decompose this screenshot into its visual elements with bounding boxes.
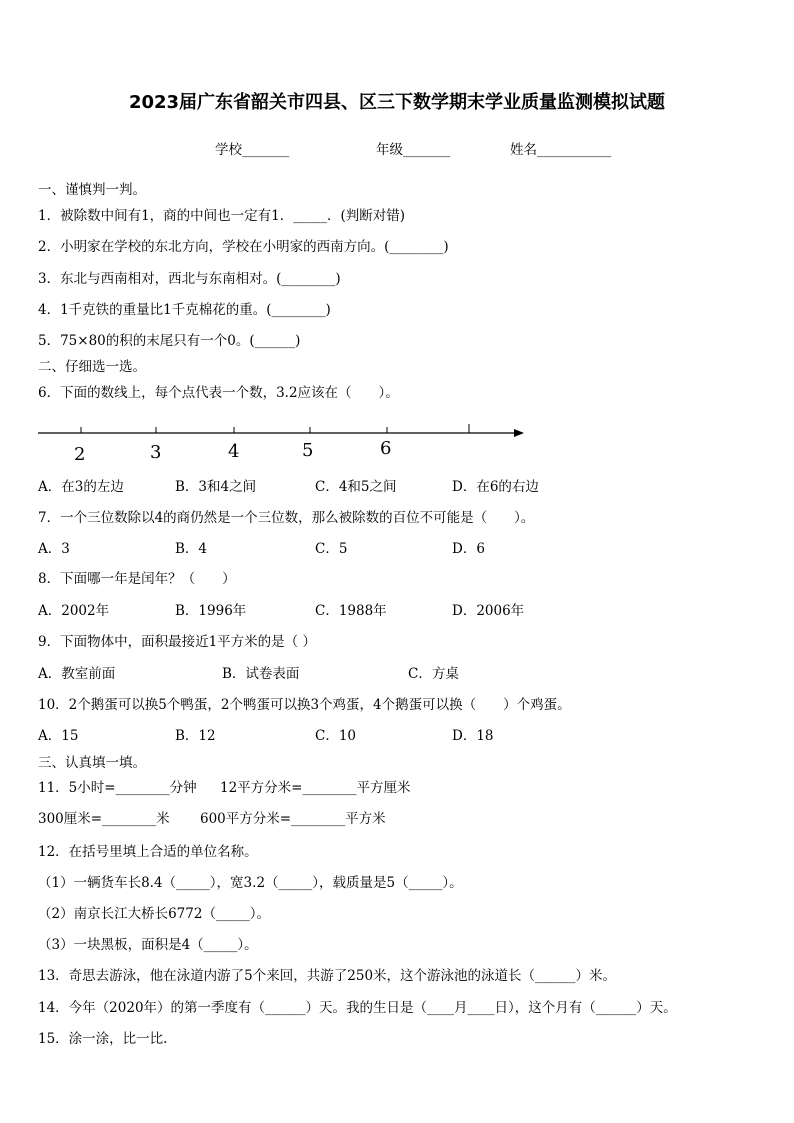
section-1-heading: 一、谨慎判一判。 bbox=[38, 182, 146, 198]
q8-option-d[interactable]: D．2006年 bbox=[452, 603, 525, 619]
number-line-arrow bbox=[514, 429, 524, 437]
question-12-1: （1）一辆货车长8.4（_____），宽3.2（_____），载质量是5（_____）。 bbox=[38, 875, 463, 891]
label-3: 3 bbox=[150, 442, 162, 463]
q7-option-c[interactable]: C．5 bbox=[315, 541, 348, 557]
q6-option-a[interactable]: A．在3的左边 bbox=[38, 479, 124, 495]
question-1: 1．被除数中间有1，商的中间也一定有1．_____．(判断对错) bbox=[38, 208, 406, 224]
q6-option-d[interactable]: D．在6的右边 bbox=[452, 479, 539, 495]
question-9: 9．下面物体中，面积最接近1平方米的是（ ） bbox=[38, 634, 316, 650]
q10-option-a[interactable]: A．15 bbox=[38, 728, 79, 744]
name-field[interactable]: 姓名___________ bbox=[510, 142, 612, 158]
q10-option-d[interactable]: D．18 bbox=[452, 728, 494, 744]
q8-option-b[interactable]: B．1996年 bbox=[175, 603, 247, 619]
question-14: 14．今年（2020年）的第一季度有（______）天。我的生日是（____月____日），这个月有（______）天。 bbox=[38, 1000, 677, 1016]
q8-option-a[interactable]: A．2002年 bbox=[38, 603, 110, 619]
question-12: 12．在括号里填上合适的单位名称。 bbox=[38, 844, 258, 860]
question-3: 3．东北与西南相对，西北与东南相对。(________) bbox=[38, 271, 341, 287]
question-5: 5．75×80的积的末尾只有一个0。(______) bbox=[38, 333, 301, 349]
q10-option-b[interactable]: B．12 bbox=[175, 728, 216, 744]
page-title: 2023届广东省韶关市四县、区三下数学期末学业质量监测模拟试题 bbox=[128, 92, 666, 113]
label-2: 2 bbox=[74, 444, 86, 465]
question-11-b: 12平方分米=________平方厘米 bbox=[220, 780, 411, 796]
question-2: 2．小明家在学校的东北方向，学校在小明家的西南方向。(________) bbox=[38, 239, 449, 255]
question-7: 7．一个三位数除以4的商仍然是一个三位数，那么被除数的百位不可能是（ ）。 bbox=[38, 510, 535, 526]
question-15: 15．涂一涂，比一比. bbox=[38, 1031, 168, 1047]
question-10: 10．2个鹅蛋可以换5个鸭蛋，2个鸭蛋可以换3个鸡蛋，4个鹅蛋可以换（ ）个鸡蛋。 bbox=[38, 697, 571, 713]
label-6: 6 bbox=[380, 438, 392, 459]
number-line bbox=[38, 418, 528, 468]
question-11-d: 600平方分米=________平方米 bbox=[200, 811, 386, 827]
school-field[interactable]: 学校_______ bbox=[215, 142, 290, 158]
q7-option-d[interactable]: D．6 bbox=[452, 541, 485, 557]
question-8: 8．下面哪一年是闰年？（ ） bbox=[38, 571, 236, 587]
label-4: 4 bbox=[228, 441, 240, 462]
question-11-c: 300厘米=________米 bbox=[38, 811, 170, 827]
q9-option-b[interactable]: B．试卷表面 bbox=[222, 666, 300, 682]
q6-option-c[interactable]: C．4和5之间 bbox=[315, 479, 397, 495]
q6-option-b[interactable]: B．3和4之间 bbox=[175, 479, 257, 495]
question-12-3: （3）一块黑板，面积是4（_____）。 bbox=[38, 937, 258, 953]
q9-option-a[interactable]: A．教室前面 bbox=[38, 666, 116, 682]
grade-field[interactable]: 年级_______ bbox=[376, 142, 451, 158]
q7-option-b[interactable]: B．4 bbox=[175, 541, 208, 557]
q8-option-c[interactable]: C．1988年 bbox=[315, 603, 387, 619]
section-2-heading: 二、仔细选一选。 bbox=[38, 359, 146, 375]
question-4: 4．1千克铁的重量比1千克棉花的重。(________) bbox=[38, 302, 331, 318]
question-12-2: （2）南京长江大桥长6772（_____）。 bbox=[38, 906, 270, 922]
number-line-graphic bbox=[38, 418, 528, 468]
q7-option-a[interactable]: A．3 bbox=[38, 541, 70, 557]
question-11-a: 11．5小时=________分钟 bbox=[38, 780, 197, 796]
q10-option-c[interactable]: C．10 bbox=[315, 728, 357, 744]
question-13: 13．奇思去游泳，他在泳道内游了5个来回，共游了250米，这个游泳池的泳道长（______）米。 bbox=[38, 968, 617, 984]
question-6: 6．下面的数线上，每个点代表一个数，3.2应该在（ ）。 bbox=[38, 385, 399, 401]
label-5: 5 bbox=[302, 440, 314, 461]
section-3-heading: 三、认真填一填。 bbox=[38, 755, 146, 771]
q9-option-c[interactable]: C．方桌 bbox=[408, 666, 459, 682]
